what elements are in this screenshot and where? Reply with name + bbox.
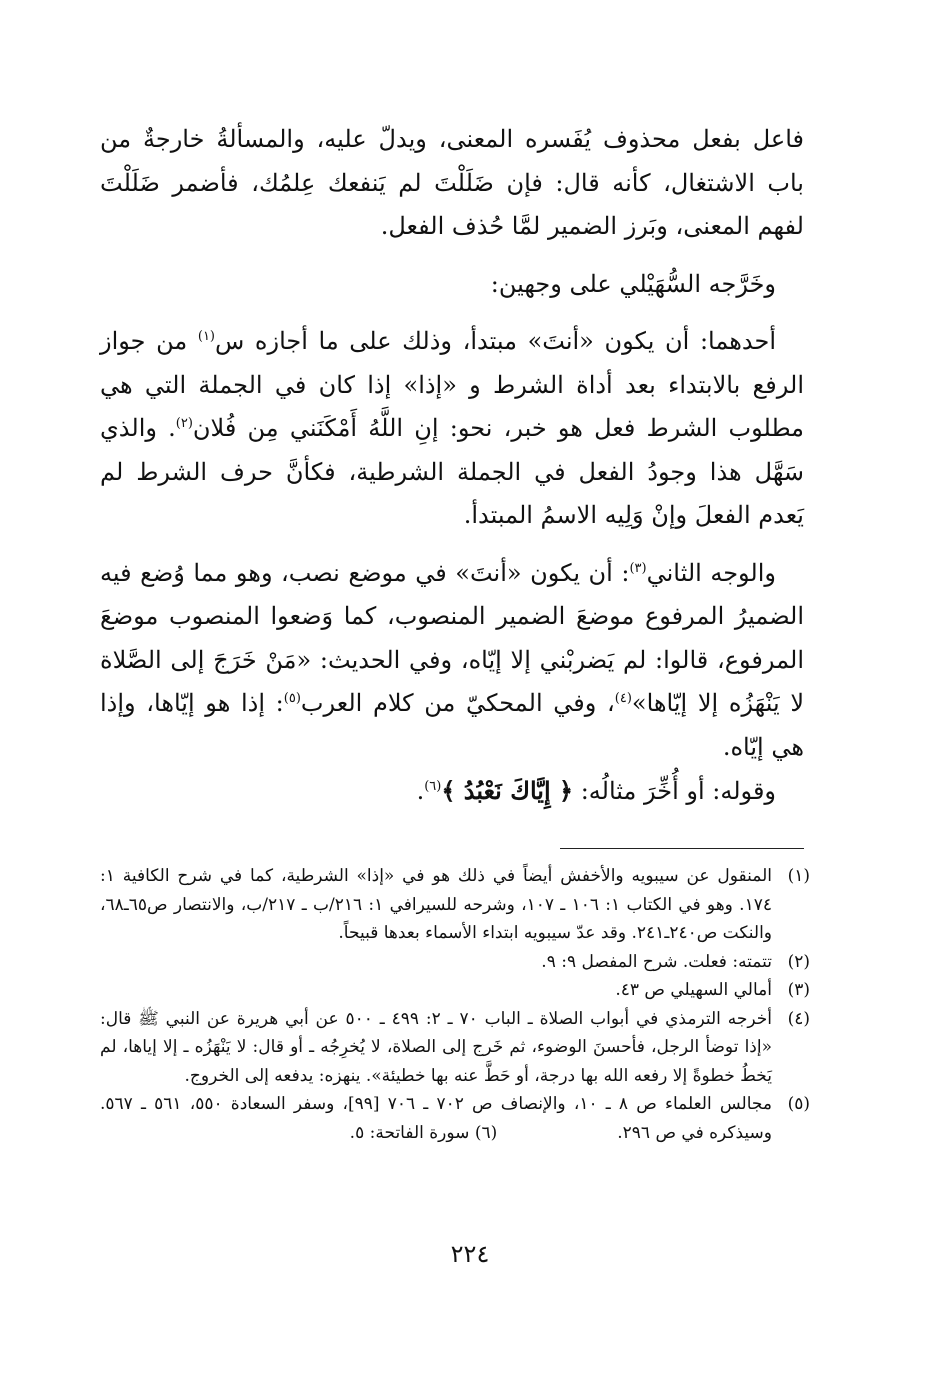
paragraph-3 <box>100 320 804 538</box>
footnote-3 <box>100 976 810 1005</box>
paragraph-3-text-c: . والذي سَهَّل هذا وجودُ الفعل في الجملة الشرطية، فكأنَّ حرف الشرط لم يَعدم الفعلَ وإنْ وَلِيه الاسمُ المبتدأ. <box>100 414 805 529</box>
paragraph-4-text-d: : إذا هو إيّاها، وإذا هي إيّاه. <box>100 689 804 761</box>
paragraph-4-text-c: ، وفي المحكيّ من كلام العرب <box>300 689 615 717</box>
quran-bracket-close: ﴾ <box>441 776 456 805</box>
footnote-4 <box>100 1005 810 1091</box>
page-number: ٢٢٤ <box>450 1240 490 1268</box>
paragraph-4-text-b: : أن يكون «أنتَ» في موضع نصب، وهو مما وُضع فيه الضميرُ المرفوع موضعَ الضمير المنصوب، كما وَضعوا المنصوب موضعَ المرفوع، قالوا: لم يَضربْني إلا إيّاه، وفي الحديث: «مَنْ خَرَجَ إلى الصَّلاة لا يَنْهَزُه إلا إيّاها» <box>100 558 805 717</box>
footnote-ref-4[interactable]: (٤) <box>614 691 632 706</box>
footnote-5 <box>100 1090 810 1147</box>
main-text <box>100 118 804 814</box>
footnote-number: (٤) <box>787 1008 810 1029</box>
footnote-number: (٥) <box>787 1094 810 1114</box>
footnote-text: المنقول عن سيبويه والأخفش أيضاً في ذلك هو في «إذا» الشرطية، كما في شرح الكافية ١: ١٧٤. وهو في الكتاب ١: ١٠٦ ـ ١٠٧، وشرحه للسيرافي ١: ٢١٦/ب ـ ٢١٧/ب، والانتصار ص٦٥ـ٦٨، والنكت ص٢٤٠ـ٢٤١. وقد عدّ سيبويه ابتداء الأسماء بعدها قبيحاً. <box>100 866 772 943</box>
paragraph-5-text-b: . <box>416 777 425 805</box>
footnote-text: مجالس العلماء ص ٨ ـ ١٠، والإنصاف ص ٧٠٢ ـ ٧٠٦ [٩٩]، وسفر السعادة ٥٥٠، ٥٦١ ـ ٥٦٧. وسيذكره في ص ٢٩٦. <box>100 1094 772 1143</box>
footnote-text: أمالي السهيلي ص ٤٣. <box>615 980 772 1000</box>
footnote-number: (٢) <box>787 951 810 972</box>
footnote-divider <box>560 848 804 849</box>
footnote-ref-5[interactable]: (٥) <box>283 691 301 706</box>
paragraph-5-text-a: وقوله: أو أُخِّرَ مثالُه: <box>573 777 776 805</box>
footnote-2 <box>100 948 810 977</box>
footnote-ref-3[interactable]: (٣) <box>629 560 647 576</box>
paragraph-3-text-b: من جواز الرفع بالابتداء بعد أداة الشرط و «إذا» إذا كان في الجملة التي هي مطلوب الشرط فعل هو خبر، نحو: إنِ اللَّهُ أَمْكَنَني مِن فُلان <box>100 327 805 442</box>
quran-bracket-open: ﴿ <box>559 776 574 805</box>
footnote-ref-6[interactable]: (٦) <box>424 779 442 794</box>
paragraph-4 <box>100 552 804 770</box>
paragraph-2-text: وخَرَّجه السُّهَيْلي على وجهين: <box>490 269 776 298</box>
footnote-number: (٣) <box>787 980 810 1000</box>
footnote-number: (٦) <box>474 1122 498 1143</box>
footnote-ref-1[interactable]: (١) <box>197 329 215 344</box>
footnote-text: أخرجه الترمذي في أبواب الصلاة ـ الباب ٧٠ ـ ٢: ٤٩٩ ـ ٥٠٠ عن أبي هريرة عن النبي ﷺ قال: «إذا توضأ الرجل، فأحسنَ الوضوء، ثم خَرج إلى الصلاة، لا يُخرِجُه ـ أو قال: لا يَنْهَزُه ـ إلا إياها، لم يَخطُ خطوةً إلا رفعه الله بها درجة، أو حَطَّ عنه بها خطيئة». ينهزه: يدفعه إلى الخروج. <box>100 1008 772 1086</box>
footnote-ref-2[interactable]: (٢) <box>175 416 193 431</box>
paragraph-2 <box>100 263 804 307</box>
footnote-number: (١) <box>787 866 810 886</box>
paragraph-5 <box>100 769 804 814</box>
footnote-6 <box>350 1119 498 1148</box>
footnote-text: تتمته: فعلت. شرح المفصل ٩: ٩. <box>541 951 772 972</box>
footnotes <box>100 862 810 1147</box>
paragraph-3-text-a: أحدهما: أن يكون «أنتَ» مبتدأ، وذلك على ما أجازه س <box>215 327 777 355</box>
footnote-1 <box>100 862 810 948</box>
quran-verse: إِيَّاكَ نَعْبُدُ <box>455 776 560 805</box>
paragraph-4-text-a: والوجه الثاني <box>646 558 776 587</box>
paragraph-1 <box>100 118 804 249</box>
footnote-text: سورة الفاتحة: ٥. <box>349 1122 470 1143</box>
paragraph-1-text: فاعل بفعل محذوف يُفَسره المعنى، ويدلّ عليه، والمسألةُ خارجةٌ من باب الاشتغال، كأنه قال: فإن ضَلَلْتَ لم يَنفعك عِلمُك، فأضمر ضَلَلْتَ لفهم المعنى، وبَرز الضمير لمَّا حُذف الفعل. <box>100 125 804 240</box>
footnote-5-body <box>100 1090 772 1147</box>
